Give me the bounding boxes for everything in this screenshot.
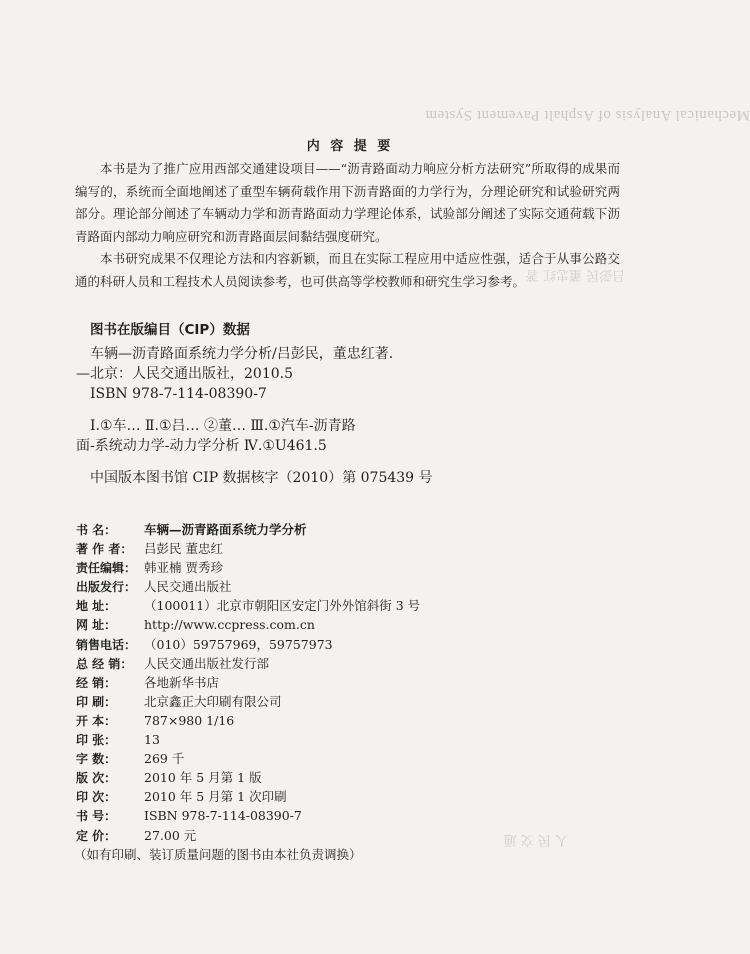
info-label: 印 刷： — [76, 694, 117, 709]
info-label: 责任编辑： — [76, 561, 137, 576]
info-value: （010）59757969，59757973 — [144, 636, 333, 652]
cip-heading: 图书在版编目（CIP）数据 — [90, 322, 250, 338]
info-label: 印 次： — [76, 790, 117, 805]
info-row — [76, 768, 636, 787]
info-value: 人民交通出版社 — [144, 579, 232, 595]
cip-line: 车辆—沥青路面系统力学分析/吕彭民，董忠红著. — [90, 346, 394, 362]
info-value: 吕彭民 董忠红 — [144, 541, 223, 557]
info-row — [76, 787, 636, 806]
summary-paragraph: 本书是为了推广应用西部交通建设项目——“沥青路面动力响应分析方法研究”所取得的成果而编写的，系统而全面地阐述了重型车辆荷载作用下沥青路面的力学行为，分理论研究和试验研究两部分。理论部分阐述了车辆动力学和沥青路面动力学理论体系，试验部分阐述了实际交通荷载下沥青路面内部动力响应研究和沥青路面层间黏结强度研究。 — [75, 161, 620, 244]
info-label: 字 数： — [76, 752, 117, 767]
info-row — [76, 806, 636, 825]
info-row — [76, 635, 636, 654]
info-label: 经 销： — [76, 675, 117, 690]
info-row — [76, 596, 636, 615]
cip-line: ISBN 978-7-114-08390-7 — [90, 386, 267, 402]
info-row — [76, 520, 636, 539]
cip-line: 中国版本图书馆 CIP 数据核字（2010）第 075439 号 — [90, 470, 433, 486]
info-row — [76, 673, 636, 692]
info-label: 书 名： — [76, 523, 117, 537]
info-row — [76, 730, 636, 749]
info-row — [76, 711, 636, 730]
info-value: http://www.ccpress.com.cn — [144, 617, 315, 633]
summary-body — [75, 158, 620, 293]
publication-info — [76, 520, 636, 864]
info-value: 北京鑫正大印刷有限公司 — [144, 693, 282, 709]
info-label: 著 作 者： — [76, 542, 133, 557]
info-value: 13 — [144, 732, 160, 748]
summary-heading: 内 容 提 要 — [306, 139, 394, 154]
info-value: （100011）北京市朝阳区安定门外外馆斜街 3 号 — [144, 598, 421, 614]
cip-line: —北京：人民交通出版社，2010.5 — [76, 366, 293, 382]
cip-record — [76, 344, 636, 500]
info-value: 269 千 — [144, 751, 185, 767]
quality-note: （如有印刷、装订质量问题的图书由本社负责调换） — [74, 846, 362, 862]
info-value: 各地新华书店 — [144, 674, 220, 690]
info-row — [76, 615, 636, 634]
info-label: 定 价： — [76, 828, 117, 843]
info-row — [76, 539, 636, 558]
info-value: 787×980 1/16 — [144, 712, 235, 728]
show-through-text: Mechanical Analysis of Asphalt Pavement System — [424, 107, 750, 123]
info-label: 出版发行： — [76, 580, 137, 595]
summary-paragraph: 本书研究成果不仅理论方法和内容新颖，而且在实际工程应用中适应性强，适合于从事公路交通的科研人员和工程技术人员阅读参考，也可供高等学校教师和研究生学习参考。 — [75, 251, 620, 289]
info-value: 27.00 元 — [144, 827, 197, 843]
info-label: 印 张： — [76, 733, 117, 748]
info-label: 书 号： — [76, 809, 117, 824]
info-value: ISBN 978-7-114-08390-7 — [144, 808, 302, 824]
info-label: 版 次： — [76, 771, 117, 786]
info-value: 2010 年 5 月第 1 次印刷 — [144, 789, 287, 805]
info-value: 人民交通出版社发行部 — [144, 655, 270, 671]
show-through-text: 吕彭民 董忠红 著 — [525, 267, 625, 282]
info-row — [76, 577, 636, 596]
info-row — [76, 558, 636, 577]
info-label: 网 址： — [76, 618, 117, 633]
info-row — [76, 692, 636, 711]
info-label: 销售电话： — [76, 637, 137, 652]
cip-line: Ⅰ.①车… Ⅱ.①吕… ②董… Ⅲ.①汽车-沥青路 — [90, 418, 356, 434]
info-label: 总 经 销： — [76, 656, 133, 671]
info-value: 韩亚楠 贾秀珍 — [144, 560, 223, 576]
show-through-text: 人 民 交 通 — [503, 832, 568, 847]
cip-line: 面-系统动力学-动力学分析 Ⅳ.①U461.5 — [76, 438, 327, 454]
info-label: 地 址： — [76, 599, 117, 614]
info-row — [76, 654, 636, 673]
info-row — [76, 826, 636, 845]
info-label: 开 本： — [76, 713, 117, 728]
info-row — [76, 749, 636, 768]
info-value: 车辆—沥青路面系统力学分析 — [144, 522, 307, 537]
info-value: 2010 年 5 月第 1 版 — [144, 770, 262, 786]
